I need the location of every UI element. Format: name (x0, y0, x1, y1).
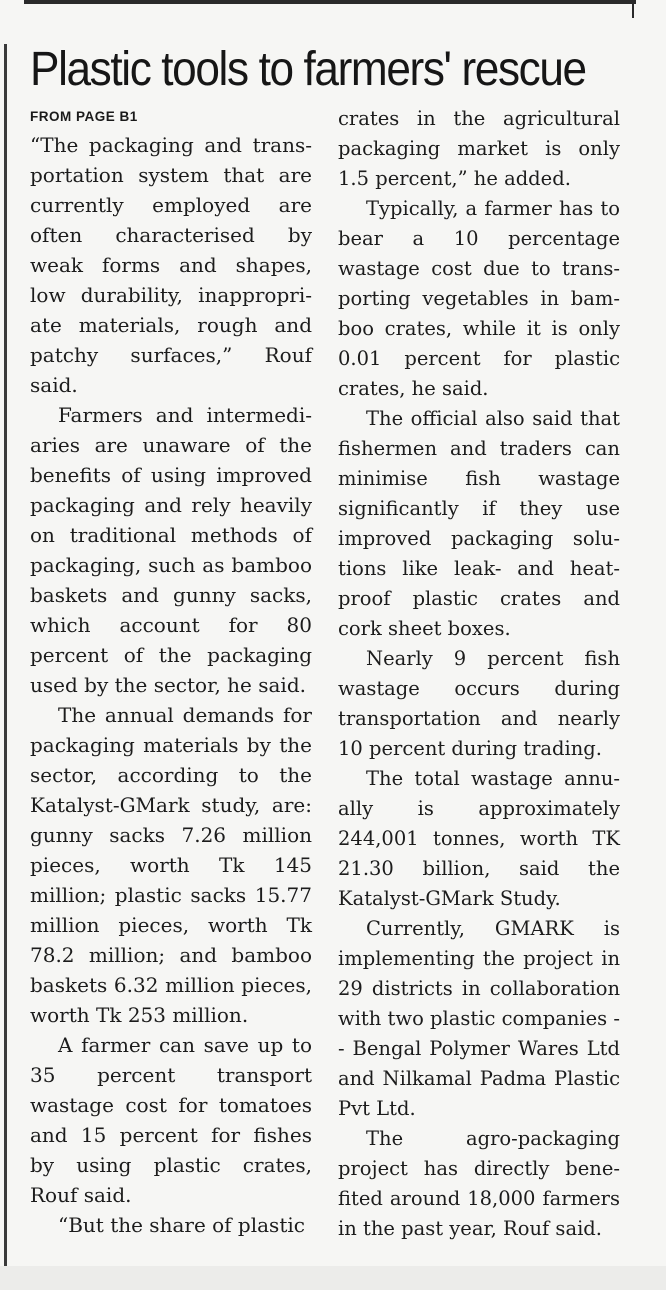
paragraph: “The packaging and transportation system that are currently employed are often characterised by weak forms and shapes, low durability, inappropriate materials, rough and patchy surfaces,” Rouf said. (30, 133, 312, 397)
left-column (30, 104, 312, 1240)
headline: Plastic tools to farmers' rescue (30, 43, 586, 96)
paragraph: The annual demands for packaging materials by the sector, according to the Katalyst-GMark study, are: gunny sacks 7.26 million pieces, worth Tk 145 million; plastic sacks 15.77 million pieces, worth Tk 78.2 million; and bamboo baskets 6.32 million pieces, worth Tk 253 million. (30, 703, 312, 1027)
paragraph: Currently, GMARK is implementing the project in 29 districts in collaboration with two plastic companies -- Bengal Polymer Wares Ltd and Nilkamal Padma Plastic Pvt Ltd. (338, 917, 620, 1120)
bottom-margin (0, 1266, 666, 1290)
paragraph: Typically, a farmer has to bear a 10 percentage wastage cost due to transporting vegetables in bamboo crates, while it is only 0.01 percent for plastic crates, he said. (338, 197, 620, 400)
paragraph: The official also said that fishermen and traders can minimise fish wastage significantly if they use improved packaging solutions like leak- and heat-proof plastic crates and cork sheet boxes. (338, 407, 620, 640)
paragraph: The total wastage annually is approximately 244,001 tonnes, worth TK 21.30 billion, said the Katalyst-GMark Study. (338, 767, 620, 910)
top-rule (24, 0, 636, 4)
page-jump-kicker: FROM PAGE B1 (30, 109, 138, 124)
paragraph: “But the share of plastic (58, 1213, 305, 1237)
left-column-rule (4, 44, 7, 1266)
right-column (338, 104, 620, 1244)
paragraph: The agro-packaging project has directly benefited around 18,000 farmers in the past year, Rouf said. (338, 1127, 620, 1240)
paragraph: Farmers and intermediaries are unaware of the benefits of using improved packaging and rely heavily on traditional methods of packaging, such as bamboo baskets and gunny sacks, which account for 80 percent of the packaging used by the sector, he said. (30, 403, 312, 697)
corner-rule (632, 0, 634, 18)
paragraph: Nearly 9 percent fish wastage occurs during transportation and nearly 10 percent during trading. (338, 647, 620, 760)
paragraph: A farmer can save up to 35 percent transport wastage cost for tomatoes and 15 percent for fishes by using plastic crates, Rouf said. (30, 1033, 312, 1207)
paragraph: crates in the agricultural packaging market is only 1.5 percent,” he added. (338, 107, 620, 190)
